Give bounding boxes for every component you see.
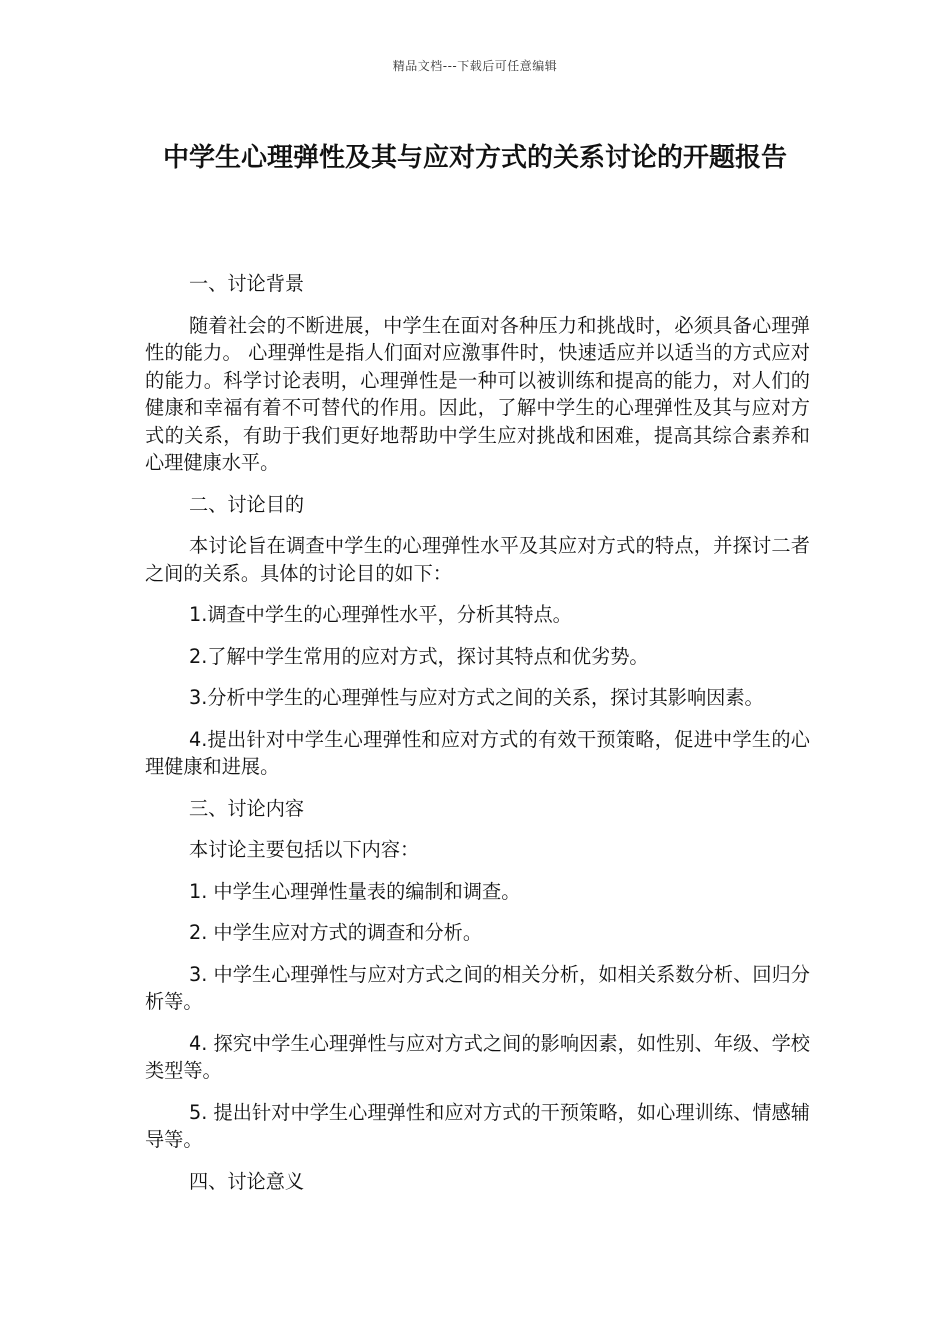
list-item: 4.提出针对中学生心理弹性和应对方式的有效干预策略，促进中学生的心理健康和进展。 <box>145 727 810 778</box>
list-item: 1. 中学生心理弹性量表的编制和调查。 <box>189 879 521 903</box>
list-item: 3.分析中学生的心理弹性与应对方式之间的关系，探讨其影响因素。 <box>189 686 764 709</box>
list-item: 5. 提出针对中学生心理弹性和应对方式的干预策略，如心理训练、情感辅导等。 <box>145 1100 810 1151</box>
document-body <box>145 270 810 1209</box>
document-title: 中学生心理弹性及其与应对方式的关系讨论的开题报告 <box>162 143 787 173</box>
paragraph: 本讨论旨在调查中学生的心理弹性水平及其应对方式的特点，并探讨二者之间的关系。具体的讨论目的如下： <box>145 534 810 585</box>
list-item: 3. 中学生心理弹性与应对方式之间的相关分析，如相关系数分析、回归分析等。 <box>145 962 810 1013</box>
list-item: 2.了解中学生常用的应对方式，探讨其特点和优劣势。 <box>189 644 649 668</box>
list-item: 4. 探究中学生心理弹性与应对方式之间的影响因素，如性别、年级、学校类型等。 <box>145 1031 810 1082</box>
paragraph: 随着社会的不断进展，中学生在面对各种压力和挑战时，必须具备心理弹性的能力。 心理弹性是指人们面对应激事件时，快速适应并以适当的方式应对的能力。科学讨论表明，心理弹性是一种可以被训练和提高的能力，对人们的健康和幸福有着不可替代的作用。因此，了解中学生的心理弹性及其与应对方式的关系，有助于我们更好地帮助中学生应对挑战和困难，提高其综合素养和心理健康水平。 <box>145 313 810 474</box>
list-item: 1.调查中学生的心理弹性水平，分析其特点。 <box>189 603 572 626</box>
section-heading-significance: 四、讨论意义 <box>189 1169 305 1193</box>
section-heading-content: 三、讨论内容 <box>189 796 305 820</box>
section-heading-purpose: 二、讨论目的 <box>189 492 305 516</box>
paragraph: 本讨论主要包括以下内容： <box>189 838 420 861</box>
list-item: 2. 中学生应对方式的调查和分析。 <box>189 921 483 944</box>
header-note: 精品文档---下载后可任意编辑 <box>392 59 558 73</box>
section-heading-background: 一、讨论背景 <box>189 272 305 295</box>
